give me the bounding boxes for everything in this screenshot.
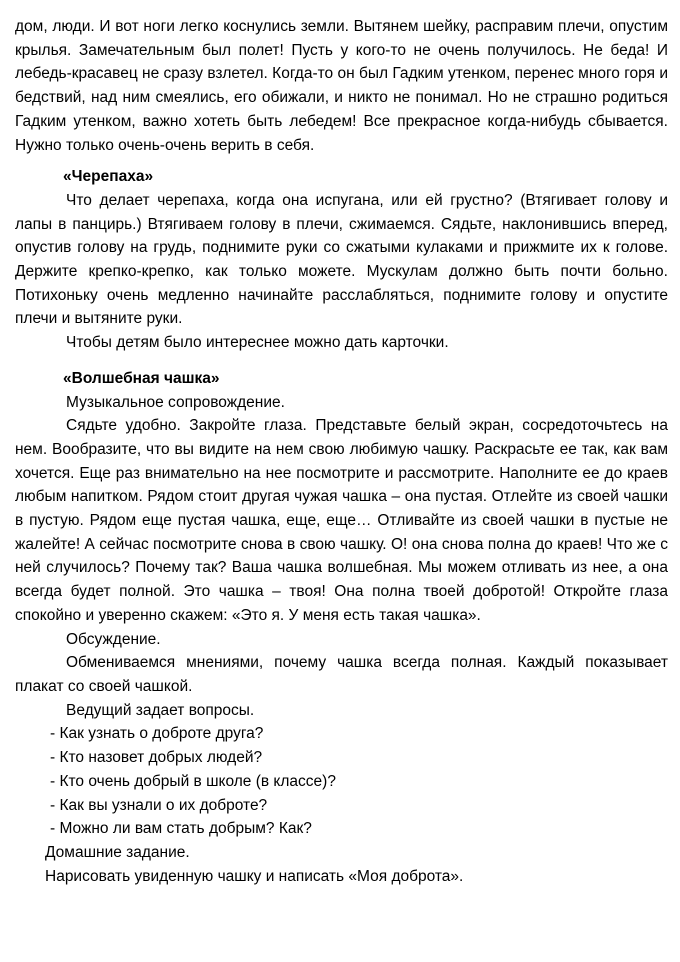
section-heading-magic-cup: «Волшебная чашка» [63,369,220,387]
homework-task-line: Нарисовать увиденную чашку и написать «Моя доброта». [45,867,464,885]
body-paragraph-discussion: Обсуждение. [66,630,161,648]
question-item: - Кто очень добрый в школе (в классе)? [50,772,336,790]
homework-heading-line: Домашние задание. [45,843,190,861]
question-item: - Как вы узнали о их доброте? [50,796,268,814]
body-paragraph-host-questions: Ведущий задает вопросы. [66,701,255,719]
body-paragraph-cards-note: Чтобы детям было интереснее можно дать карточки. [66,334,449,352]
question-item: - Как узнать о доброте друга? [50,725,264,743]
body-paragraph-cup-visualization: Сядьте удобно. Закройте глаза. Представьте белый экран, сосредоточьтесь на нем. Вообразите, что вы видите на нем свою любимую чашку. Раскрасьте ее так, как вам хочется. Еще раз внимательно на нее посмотрите и рассмотрите. Наполните ее до краев любым напитком. Рядом стоит другая чужая чашка – она пустая. Отлейте из своей чашки в пустую. Рядом еще пустая чашка, еще, еще… Отливайте из своей чашки в пустые не жалейте! А сейчас посмотрите снова в свою чашку. О! она снова полна до краев! Что же с ней случилось? Почему так? Ваша чашка волшебная. Мы можем отливать из нее, а она всегда будет полной. Это чашка – твоя! Она полна твоей добротой! Откройте глаза спокойно и уверенно скажем: «Это я. У меня есть такая чашка». [15,417,668,624]
body-paragraph-music: Музыкальное сопровождение. [66,393,285,411]
body-paragraph-continued: дом, люди. И вот ноги легко коснулись земли. Вытянем шейку, расправим плечи, опустим крылья. Замечательным был полет! Пусть у кого-то не очень получилось. Не беда! И лебедь-красавец не сразу взлетел. Когда-то он был Гадким утенком, перенес много горя и бедствий, над ним смеялись, его обижали, и никто не понимал. Но не страшно родиться Гадким утенком, важно хотеть быть лебедем! Все прекрасное когда-нибудь сбывается. Нужно только очень-очень верить в себя. [15,18,668,154]
question-item: - Можно ли вам стать добрым? Как? [50,820,312,838]
body-paragraph-sharing-opinions: Обмениваемся мнениями, почему чашка всегда полная. Каждый показывает плакат со своей чашкой. [15,654,668,695]
section-heading-turtle: «Черепаха» [63,168,154,186]
question-item: - Кто назовет добрых людей? [50,749,263,767]
body-paragraph-turtle-exercise: Что делает черепаха, когда она испугана, или ей грустно? (Втягивает голову и лапы в панцирь.) Втягиваем голову в плечи, сжимаемся. Сядьте, наклонившись вперед, опустив голову на грудь, поднимите руки со сжатыми кулаками и прижмите их к голове. Держите крепко-крепко, как только можете. Мускулам должно быть почти больно. Потихоньку очень медленно начинайте расслабляться, поднимите голову и опустите плечи и вытяните руки. [15,191,668,328]
